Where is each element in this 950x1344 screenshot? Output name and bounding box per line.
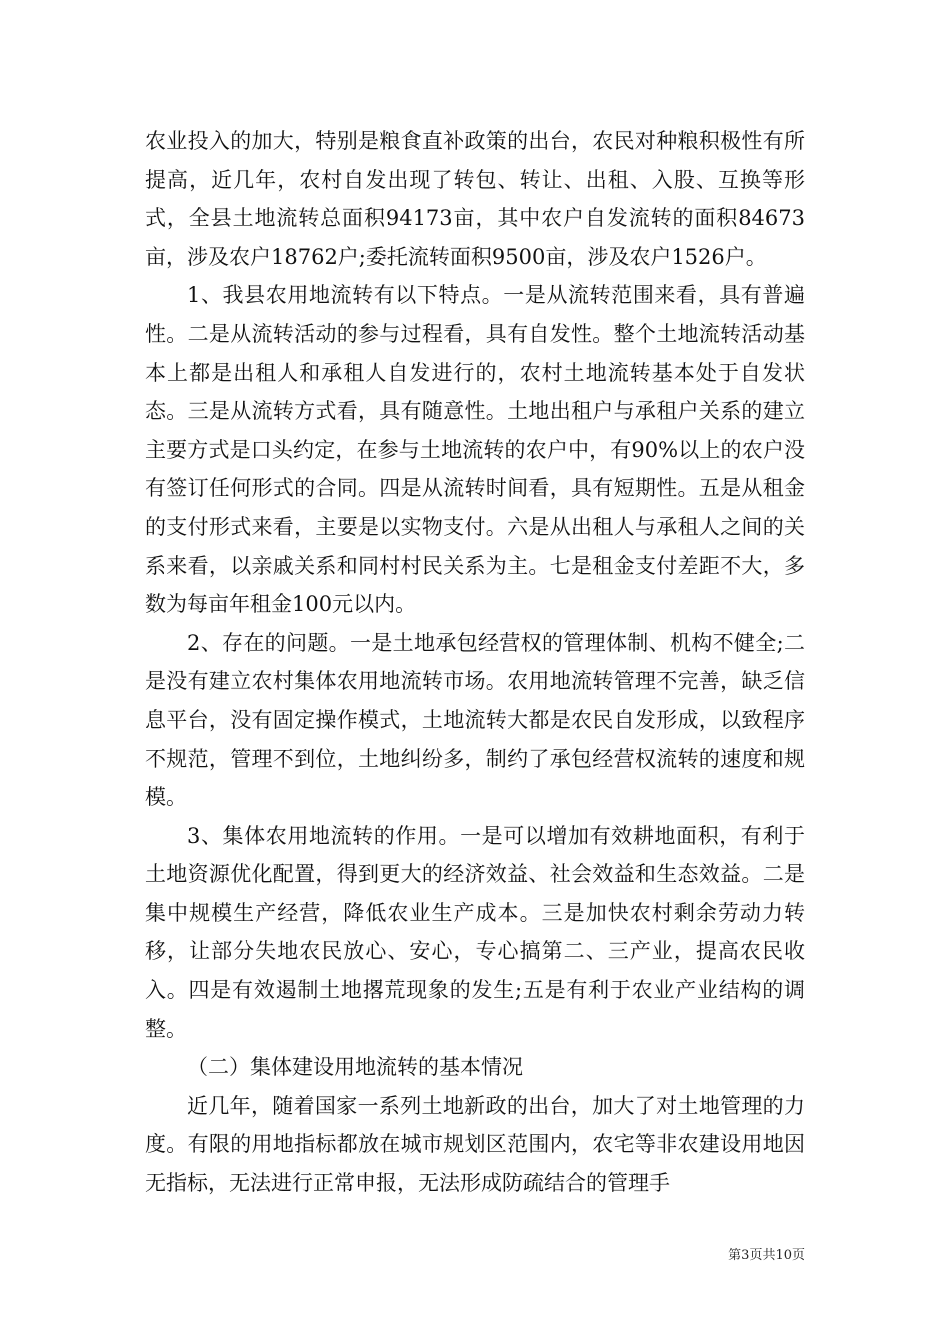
page-number: 第3页共10页 xyxy=(728,1248,805,1263)
paragraph-farmland-features: 1、我县农用地流转有以下特点。一是从流转范围来看，具有普遍性。二是从流转活动的参与过程看，具有自发性。整个土地流转活动基本上都是出租人和承租人自发进行的，农村土地流转基本处于自发状态。三是从流转方式看，具有随意性。土地出租户与承租户关系的建立主要方式是口头约定，在参与土地流转的农户中，有90%以上的农户没有签订任何形式的合同。四是从流转时间看，具有短期性。五是从租金的支付形式来看，主要是以实物支付。六是从出租人与承租人之间的关系来看，以亲戚关系和同村村民关系为主。七是租金支付差距不大，多数为每亩年租金100元以内。 xyxy=(145,283,805,617)
paragraph-construction-land: 近几年，随着国家一系列土地新政的出台，加大了对土地管理的力度。有限的用地指标都放在城市规划区范围内，农宅等非农建设用地因无指标，无法进行正常申报，无法形成防疏结合的管理手 xyxy=(145,1093,805,1196)
section-heading-construction-land: （二）集体建设用地流转的基本情况 xyxy=(187,1055,523,1080)
paragraph-transfer-effects: 3、集体农用地流转的作用。一是可以增加有效耕地面积，有利于土地资源优化配置，得到更大的经济效益、社会效益和生态效益。二是集中规模生产经营，降低农业生产成本。三是加快农村剩余劳动力转移，让部分失地农民放心、安心，专心搞第二、三产业，提高农民收入。四是有效遏制土地撂荒现象的发生;五是有利于农业产业结构的调整。 xyxy=(145,823,805,1041)
paragraph-existing-problems: 2、存在的问题。一是土地承包经营权的管理体制、机构不健全;二是没有建立农村集体农用地流转市场。农用地流转管理不完善，缺乏信息平台，没有固定操作模式，土地流转大都是农民自发形成，以致程序不规范，管理不到位，土地纠纷多，制约了承包经营权流转的速度和规模。 xyxy=(145,630,805,810)
paragraph-continuation: 农业投入的加大，特别是粮食直补政策的出台，农民对种粮积极性有所提高，近几年，农村自发出现了转包、转让、出租、入股、互换等形式，全县土地流转总面积94173亩，其中农户自发流转的面积84673亩，涉及农户18762户;委托流转面积9500亩，涉及农户1526户。 xyxy=(145,129,805,269)
document-body xyxy=(145,122,805,1203)
